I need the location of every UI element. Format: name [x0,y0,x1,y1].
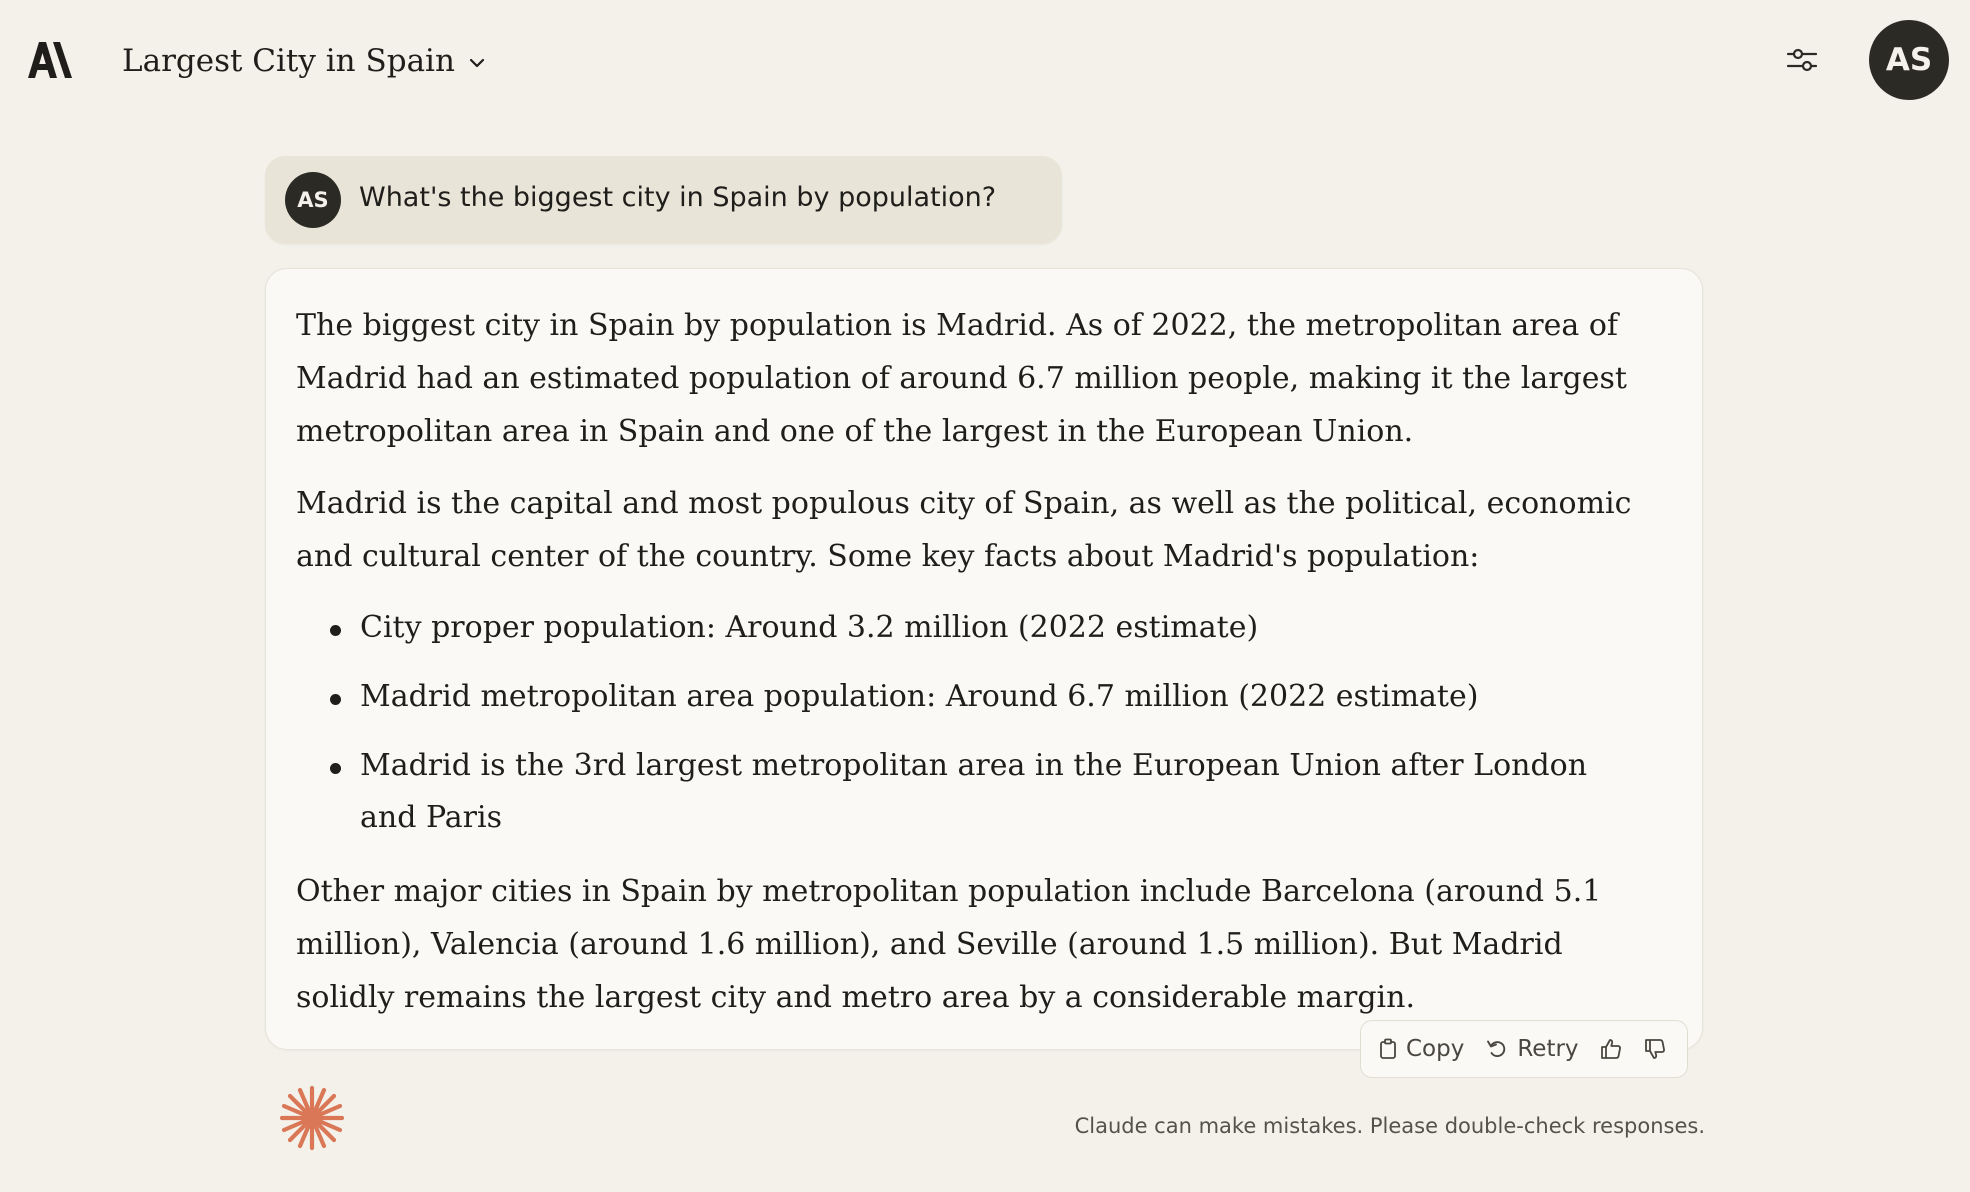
assistant-bullet-list [296,602,1636,844]
assistant-paragraph: Madrid is the capital and most populous city of Spain, as well as the political, economic and cultural center of the country. Some key facts about Madrid's population: [296,486,1632,574]
assistant-message [265,268,1703,1050]
top-bar [0,0,1970,120]
thumbs-up-button[interactable] [1599,1037,1623,1061]
thumbs-up-icon [1599,1037,1623,1061]
conversation-title: Largest City in Spain [122,43,455,79]
list-item: Madrid metropolitan area population: Around 6.7 million (2022 estimate) [296,671,1636,723]
assistant-paragraph: Other major cities in Spain by metropolitan population include Barcelona (around 5.1 million), Valencia (around 1.6 million), and Seville (around 1.5 million). But Madrid solidly remains the largest city and metro area by a considerable margin. [296,874,1602,1015]
list-item: Madrid is the 3rd largest metropolitan area in the European Union after London and Paris [296,740,1636,844]
user-message-text: What's the biggest city in Spain by population? [359,182,997,213]
undo-icon [1486,1038,1508,1060]
thumbs-down-button[interactable] [1643,1037,1667,1061]
retry-label: Retry [1517,1036,1579,1062]
clipboard-icon [1379,1038,1397,1060]
copy-button[interactable] [1379,1036,1464,1062]
anthropic-logo[interactable] [26,40,74,80]
assistant-paragraph: The biggest city in Spain by population is Madrid. As of 2022, the metropolitan area of Madrid had an estimated population of around 6.7 million people, making it the largest metropolitan area in Spain and one of the largest in the European Union. [296,308,1627,449]
chevron-down-icon [467,53,487,73]
list-item: City proper population: Around 3.2 million (2022 estimate) [296,602,1636,654]
user-message [265,156,1062,244]
message-actions [1360,1020,1688,1078]
disclaimer-text: Claude can make mistakes. Please double-check responses. [1074,1114,1705,1138]
assistant-message-body [296,299,1636,1024]
thumbs-down-icon [1643,1037,1667,1061]
conversation-title-dropdown[interactable] [122,36,487,86]
settings-button[interactable] [1782,40,1822,80]
retry-button[interactable] [1486,1036,1578,1062]
claude-spark-icon [278,1084,346,1152]
sliders-icon [1786,46,1818,74]
copy-label: Copy [1406,1036,1465,1062]
user-message-avatar: AS [285,172,341,228]
user-avatar-button[interactable]: AS [1869,20,1949,100]
